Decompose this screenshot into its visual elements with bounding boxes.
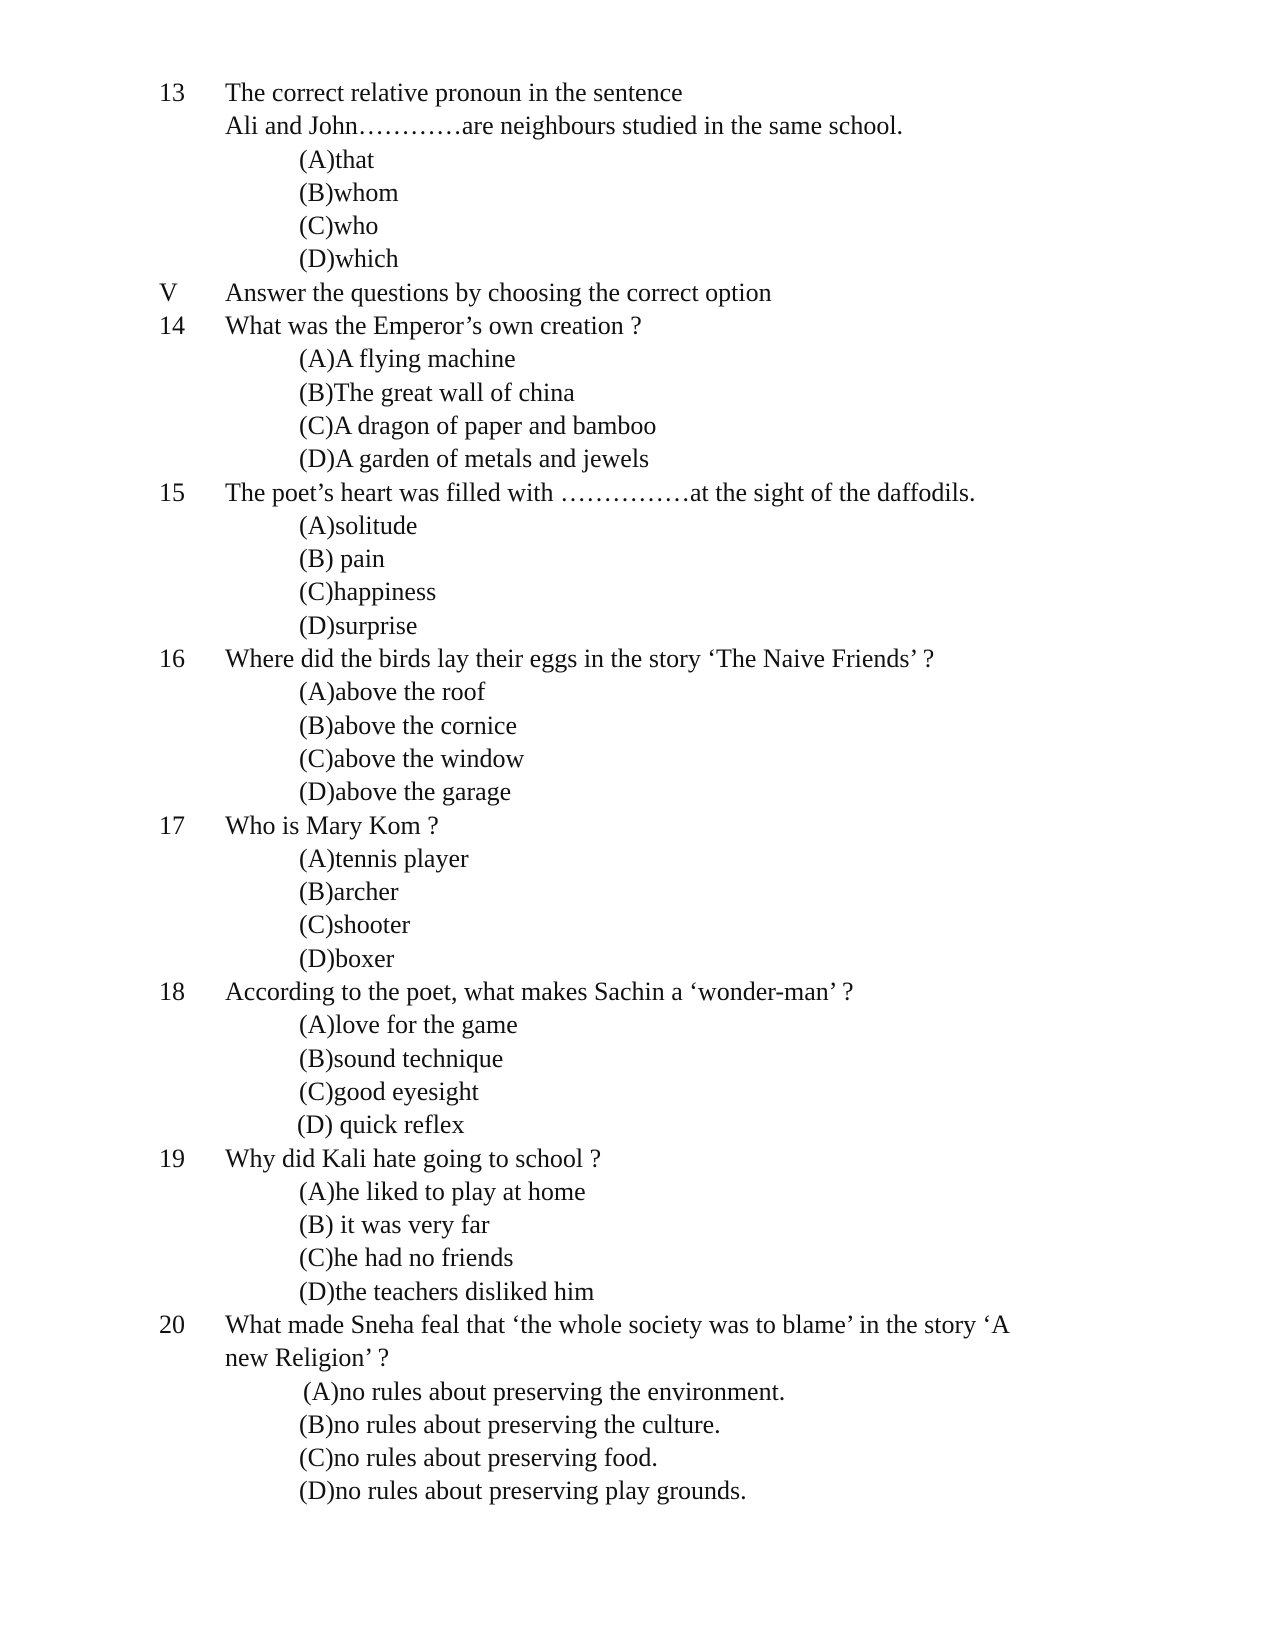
question-row bbox=[0, 76, 1275, 109]
question-row bbox=[0, 1341, 1275, 1374]
answer-option: (D)above the garage bbox=[299, 777, 512, 807]
question-text: Ali and John…………are neighbours studied in the same school. bbox=[225, 111, 904, 141]
answer-option: (A)above the roof bbox=[299, 677, 486, 707]
answer-option: (C)good eyesight bbox=[299, 1076, 479, 1106]
question-text: What was the Emperor’s own creation ? bbox=[225, 311, 642, 341]
question-row bbox=[0, 476, 1275, 509]
answer-option: (B)sound technique bbox=[299, 1043, 504, 1073]
answer-option: (D)which bbox=[299, 244, 399, 274]
question-text: new Religion’ ? bbox=[225, 1343, 390, 1373]
question-text: Where did the birds lay their eggs in the story ‘The Naive Friends’ ? bbox=[225, 644, 935, 674]
answer-option: (C)he had no friends bbox=[299, 1243, 514, 1273]
answer-option: (A)no rules about preserving the environment. bbox=[303, 1376, 786, 1406]
answer-option: (C)A dragon of paper and bamboo bbox=[299, 410, 657, 440]
answer-option: (A)that bbox=[299, 144, 375, 174]
question-text: Why did Kali hate going to school ? bbox=[225, 1143, 602, 1173]
question-text: Who is Mary Kom ? bbox=[225, 810, 439, 840]
answer-option: (C)happiness bbox=[299, 577, 437, 607]
question-number: 13 bbox=[159, 78, 185, 107]
question-text: The poet’s heart was filled with ……………at the sight of the daffodils. bbox=[225, 477, 976, 507]
question-text: The correct relative pronoun in the sentence bbox=[225, 78, 683, 107]
answer-option: (A)love for the game bbox=[299, 1010, 518, 1040]
question-number: 17 bbox=[159, 810, 185, 840]
question-number: 19 bbox=[159, 1143, 185, 1173]
section-number: V bbox=[159, 277, 178, 307]
question-text: According to the poet, what makes Sachin a ‘wonder-man’ ? bbox=[225, 977, 854, 1007]
answer-option: (A)solitude bbox=[299, 510, 418, 540]
question-row bbox=[0, 109, 1275, 142]
answer-option: (D)boxer bbox=[299, 943, 395, 973]
answer-option: (B)archer bbox=[299, 877, 399, 907]
question-number: 16 bbox=[159, 644, 185, 674]
question-row bbox=[0, 1142, 1275, 1175]
answer-option: (B)The great wall of china bbox=[299, 377, 575, 407]
question-row bbox=[0, 975, 1275, 1008]
question-text: What made Sneha feal that ‘the whole society was to blame’ in the story ‘A bbox=[225, 1309, 1011, 1339]
answer-option: (B)whom bbox=[299, 177, 399, 207]
question-row bbox=[0, 1308, 1275, 1341]
answer-option: (D) quick reflex bbox=[297, 1110, 465, 1140]
question-number: 20 bbox=[159, 1309, 185, 1339]
answer-option: (B)no rules about preserving the culture. bbox=[299, 1409, 721, 1439]
answer-option: (B)above the cornice bbox=[299, 710, 518, 740]
question-row bbox=[0, 809, 1275, 842]
exam-page bbox=[0, 76, 1275, 1508]
question-number: 14 bbox=[159, 311, 185, 341]
answer-option: (D)surprise bbox=[299, 610, 418, 640]
answer-option: (C)shooter bbox=[299, 910, 411, 940]
answer-option: (B) pain bbox=[299, 544, 385, 574]
question-number: 18 bbox=[159, 977, 185, 1007]
section-heading bbox=[0, 276, 1275, 309]
answer-option: (A)tennis player bbox=[299, 843, 469, 873]
answer-option: (B) it was very far bbox=[299, 1210, 490, 1240]
answer-option: (C)above the window bbox=[299, 743, 525, 773]
answer-option: (D)the teachers disliked him bbox=[299, 1276, 595, 1306]
answer-option: (C)who bbox=[299, 211, 379, 241]
answer-option: (D)no rules about preserving play grounds. bbox=[299, 1476, 747, 1506]
question-number: 15 bbox=[159, 477, 185, 507]
answer-option: (A)A flying machine bbox=[299, 344, 516, 374]
answer-option: (A)he liked to play at home bbox=[299, 1176, 586, 1206]
section-instruction: Answer the questions by choosing the correct option bbox=[225, 277, 772, 307]
question-row bbox=[0, 642, 1275, 675]
question-row bbox=[0, 309, 1275, 342]
answer-option: (D)A garden of metals and jewels bbox=[299, 444, 650, 474]
answer-option: (C)no rules about preserving food. bbox=[299, 1443, 658, 1473]
